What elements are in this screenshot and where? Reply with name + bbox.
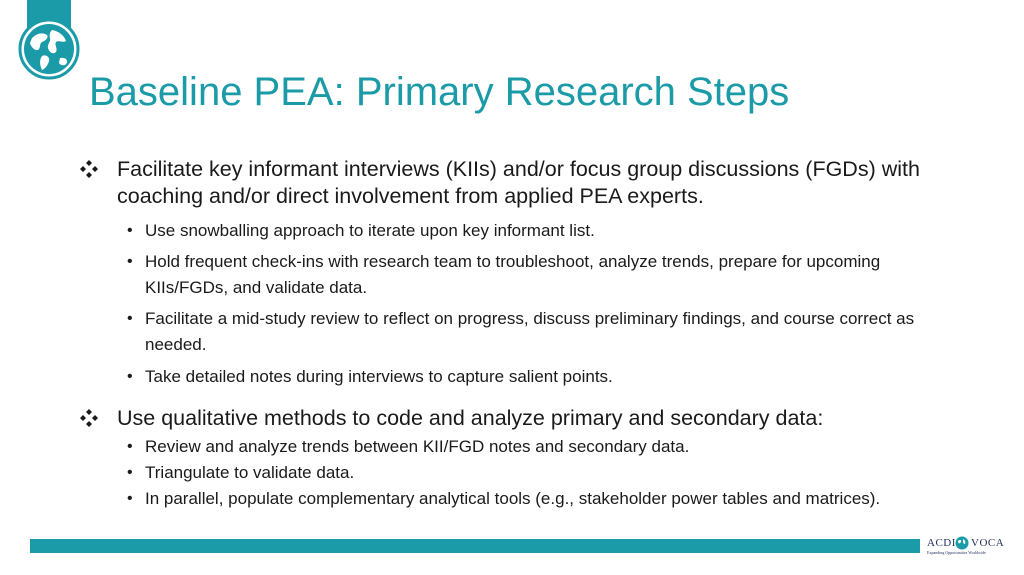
bullet-dot: •	[127, 368, 133, 385]
sub-bullet-text: Triangulate to validate data.	[145, 463, 355, 482]
logo-tagline: Expanding Opportunities Worldwide	[927, 550, 986, 555]
slide-title: Baseline PEA: Primary Research Steps	[89, 70, 790, 114]
logo-globe-icon	[955, 536, 969, 550]
logo-text-left: ACDI	[927, 537, 956, 549]
sub-bullet-text: Facilitate a mid-study review to reflect on progress, discuss preliminary findings, and course correct as needed.	[145, 309, 915, 354]
bullet-dot: •	[127, 464, 133, 481]
sub-bullet-text: Use snowballing approach to iterate upon key informant list.	[145, 221, 595, 240]
bullet-dot: •	[127, 490, 133, 507]
sub-bullet-text: Hold frequent check-ins with research team to troubleshoot, analyze trends, prepare for upcoming KIIs/FGDs, and validate data.	[145, 252, 881, 297]
sub-bullet-text: Take detailed notes during interviews to capture salient points.	[145, 367, 613, 386]
bullet-dot: •	[127, 438, 133, 455]
bullet-1-text: Facilitate key informant interviews (KIIs) and/or focus group discussions (FGDs) with coaching and/or direct involvement from applied PEA experts.	[117, 157, 920, 208]
footer-bar	[30, 539, 920, 553]
sub-bullet-text: In parallel, populate complementary analytical tools (e.g., stakeholder power tables and matrices).	[145, 489, 881, 508]
bullet-2-text: Use qualitative methods to code and analyze primary and secondary data:	[117, 406, 824, 430]
bullet-dot: •	[127, 253, 133, 270]
bullet-dot: •	[127, 222, 133, 239]
diamond-bullet-icon	[79, 159, 99, 179]
globe-icon	[18, 18, 80, 80]
logo-text-right: VOCA	[971, 537, 1005, 549]
sub-bullet-text: Review and analyze trends between KII/FGD notes and secondary data.	[145, 437, 690, 456]
diamond-bullet-icon	[79, 408, 99, 428]
bullet-dot: •	[127, 310, 133, 327]
